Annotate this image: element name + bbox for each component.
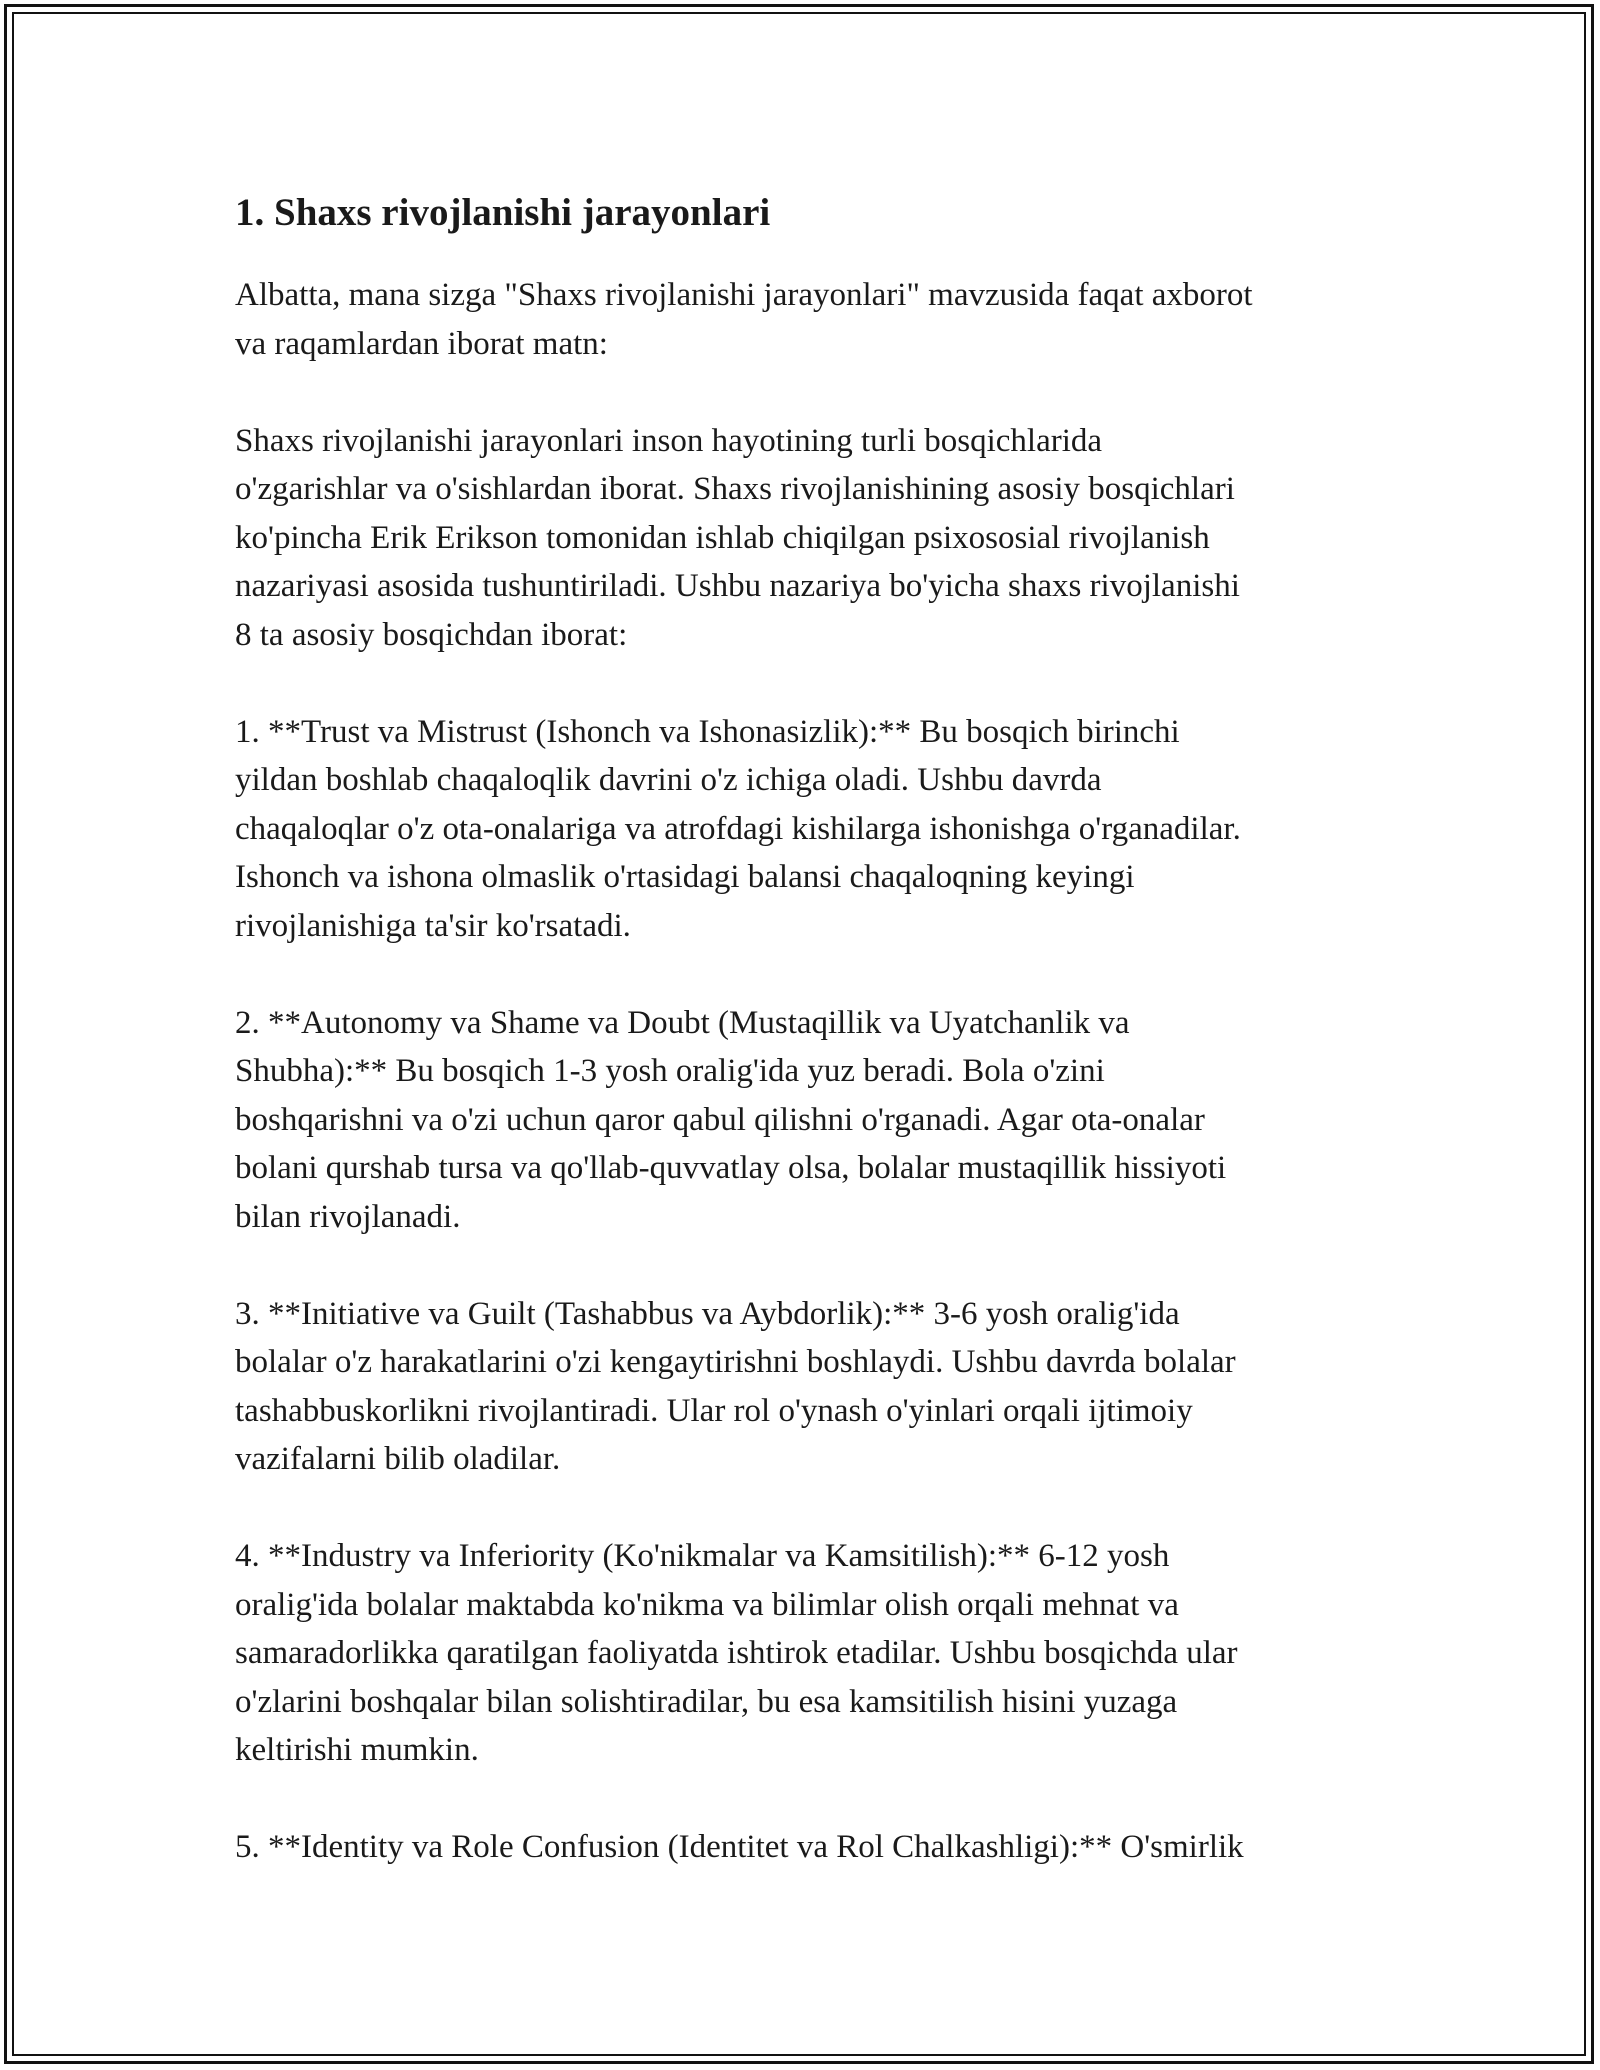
- text-line: boshqarishni va o'zi uchun qaror qabul qilishni o'rganadi. Agar ota-onalar: [235, 1101, 1205, 1138]
- text-line: tashabbuskorlikni rivojlantiradi. Ular rol o'ynash o'yinlari orqali ijtimoiy: [235, 1392, 1193, 1429]
- text-line: 8 ta asosiy bosqichdan iborat:: [235, 616, 628, 653]
- document-content: [235, 185, 1380, 1920]
- stage-4-paragraph: [235, 1532, 1380, 1775]
- text-line: Ishonch va ishona olmaslik o'rtasidagi balansi chaqaloqning keyingi: [235, 859, 1135, 895]
- text-line: rivojlanishiga ta'sir ko'rsatadi.: [235, 907, 631, 944]
- text-line: ko'pincha Erik Erikson tomonidan ishlab chiqilgan psixososial rivojlanish: [235, 519, 1210, 556]
- text-line: 2. **Autonomy va Shame va Doubt (Mustaqillik va Uyatchanlik va: [235, 1004, 1130, 1041]
- text-line: 3. **Initiative va Guilt (Tashabbus va Aybdorlik):** 3-6 yosh oralig'ida: [235, 1295, 1180, 1332]
- text-line: 1. **Trust va Mistrust (Ishonch va Ishonasizlik):** Bu bosqich birinchi: [235, 713, 1180, 750]
- stage-5-paragraph: [235, 1823, 1380, 1872]
- stage-2-paragraph: [235, 999, 1380, 1242]
- text-line: Shaxs rivojlanishi jarayonlari inson hayotining turli bosqichlarida: [235, 422, 1103, 459]
- text-line: bolalar o'z harakatlarini o'zi kengaytirishni boshlaydi. Ushbu davrda bolalar: [235, 1344, 1236, 1380]
- text-line: vazifalarni bilib oladilar.: [235, 1441, 561, 1477]
- document-title: 1. Shaxs rivojlanishi jarayonlari: [235, 191, 771, 234]
- stage-1-paragraph: [235, 708, 1380, 951]
- intro-paragraph: [235, 271, 1380, 368]
- text-line: bilan rivojlanadi.: [235, 1198, 461, 1235]
- text-line: keltirishi mumkin.: [235, 1732, 479, 1768]
- text-line: oralig'ida bolalar maktabda ko'nikma va bilimlar olish orqali mehnat va: [235, 1586, 1179, 1623]
- text-line: 4. **Industry va Inferiority (Ko'nikmalar va Kamsitilish):** 6-12 yosh: [235, 1538, 1170, 1574]
- text-line: va raqamlardan iborat matn:: [235, 325, 608, 362]
- overview-paragraph: [235, 417, 1380, 660]
- text-line: Albatta, mana sizga "Shaxs rivojlanishi jarayonlari" mavzusida faqat axborot: [235, 277, 1253, 313]
- text-line: 5. **Identity va Role Confusion (Identitet va Rol Chalkashligi):** O'smirlik: [235, 1829, 1244, 1865]
- text-line: samaradorlikka qaratilgan faoliyatda ishtirok etadilar. Ushbu bosqichda ular: [235, 1635, 1238, 1671]
- text-line: nazariyasi asosida tushuntiriladi. Ushbu nazariya bo'yicha shaxs rivojlanishi: [235, 568, 1240, 604]
- text-line: Shubha):** Bu bosqich 1-3 yosh oralig'ida yuz beradi. Bola o'zini: [235, 1053, 1105, 1089]
- text-line: o'zlarini boshqalar bilan solishtiradilar, bu esa kamsitilish hisini yuzaga: [235, 1683, 1178, 1720]
- text-line: chaqaloqlar o'z ota-onalariga va atrofdagi kishilarga ishonishga o'rganadilar.: [235, 810, 1241, 847]
- text-line: o'zgarishlar va o'sishlardan iborat. Shaxs rivojlanishining asosiy bosqichlari: [235, 471, 1235, 507]
- text-line: yildan boshlab chaqaloqlik davrini o'z ichiga oladi. Ushbu davrda: [235, 762, 1102, 798]
- text-line: bolani qurshab tursa va qo'llab-quvvatlay olsa, bolalar mustaqillik hissiyoti: [235, 1150, 1227, 1186]
- stage-3-paragraph: [235, 1290, 1380, 1484]
